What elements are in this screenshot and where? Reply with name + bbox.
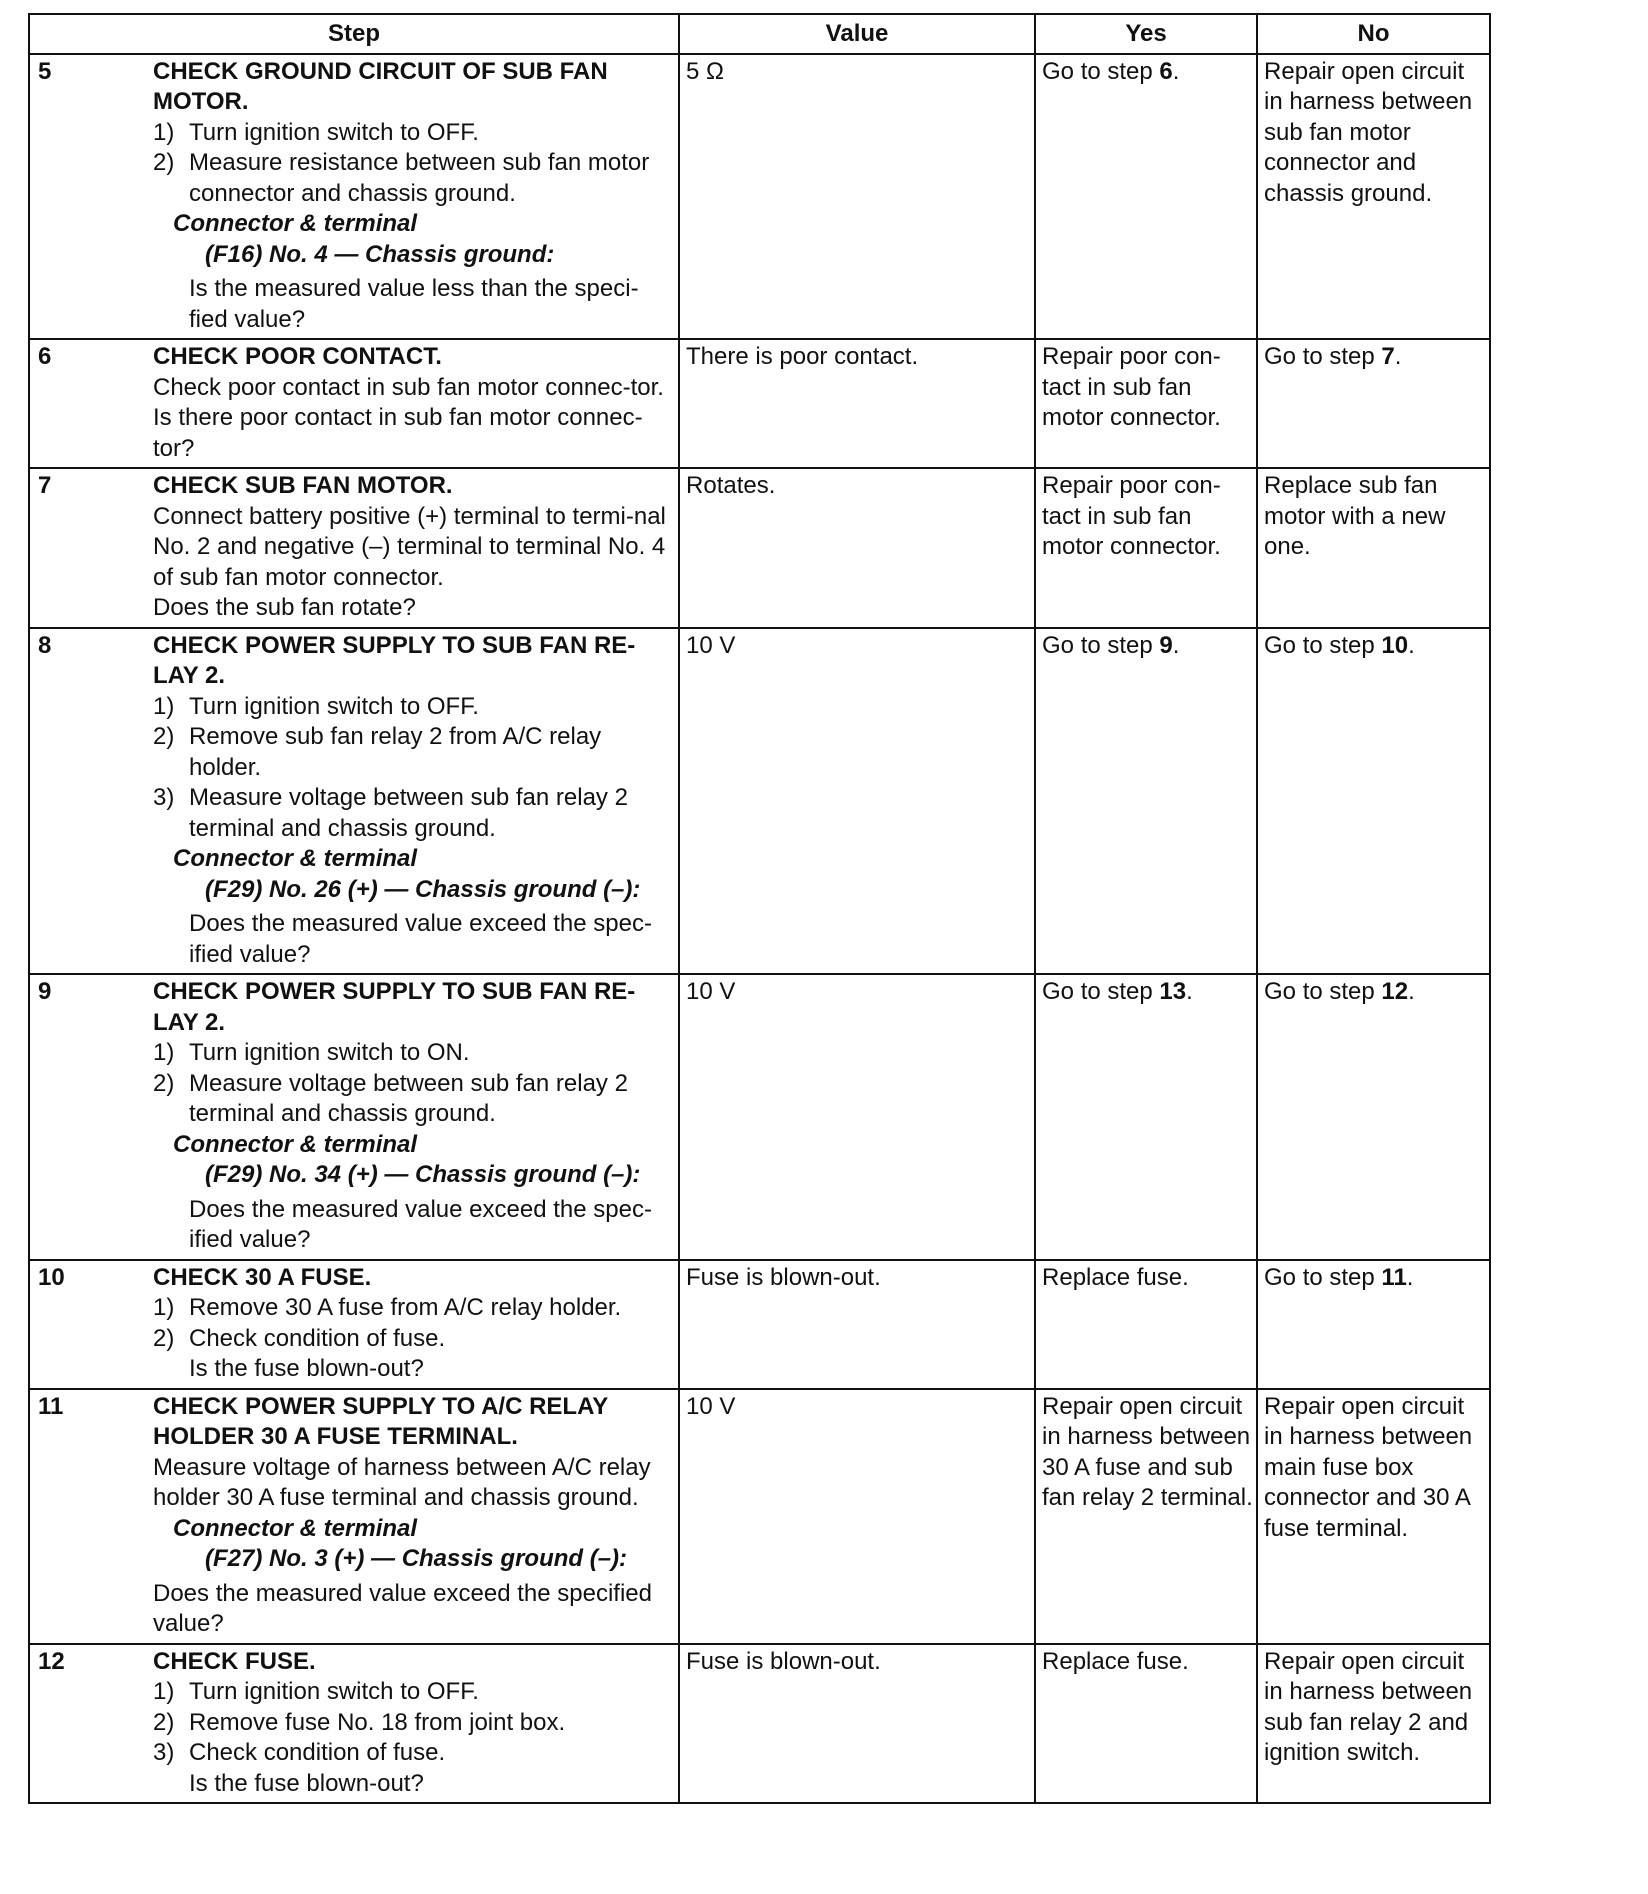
instruction-item — [153, 1677, 672, 1708]
instruction-text: Measure resistance between sub fan motor connector and chassis ground. — [189, 149, 650, 207]
instruction-item — [153, 118, 672, 149]
value-cell: 10 V — [679, 1389, 1035, 1644]
instruction-text: Measure voltage between sub fan relay 2 terminal and chassis ground. — [189, 1069, 628, 1127]
yes-cell — [1035, 628, 1257, 975]
yes-text: Repair poor con-tact in sub fan motor connector. — [1042, 343, 1221, 431]
instruction-item — [153, 1069, 672, 1130]
table-header-row — [29, 14, 1490, 54]
table-row — [29, 54, 1490, 340]
step-question: Is the measured value less than the speci-fied value? — [189, 275, 639, 333]
header-value: Value — [679, 14, 1035, 54]
instruction-item — [153, 722, 672, 783]
step-text: Check poor contact in sub fan motor connec-tor. — [153, 373, 664, 401]
connector-pins: (F29) No. 26 (+) — Chassis ground (–): — [205, 875, 641, 903]
step-number: 6 — [29, 339, 151, 468]
step-title: CHECK 30 A FUSE. — [153, 1263, 372, 1291]
instruction-item — [153, 692, 672, 723]
step-question: Is the fuse blown-out? — [189, 1769, 424, 1797]
value-cell: Fuse is blown-out. — [679, 1260, 1035, 1389]
yes-text: Repair poor con-tact in sub fan motor connector. — [1042, 472, 1221, 560]
instruction-number: 1) — [153, 118, 175, 146]
no-suffix: . — [1394, 343, 1402, 370]
instruction-text: Turn ignition switch to OFF. — [189, 1678, 479, 1705]
no-cell — [1257, 468, 1490, 628]
connector-label: Connector & terminal — [173, 845, 418, 872]
instruction-text: Remove sub fan relay 2 from A/C relay holder. — [189, 723, 602, 781]
instruction-item — [153, 1293, 672, 1324]
connector-pins: (F29) No. 34 (+) — Chassis ground (–): — [205, 1161, 641, 1188]
instruction-number: 1) — [153, 1678, 175, 1705]
instruction-item — [153, 1738, 672, 1769]
connector-label: Connector & terminal — [173, 210, 418, 237]
step-number: 7 — [29, 468, 151, 628]
yes-cell — [1035, 339, 1257, 468]
instruction-number: 1) — [153, 1039, 175, 1066]
yes-cell — [1035, 54, 1257, 340]
no-cell — [1257, 339, 1490, 468]
value-cell: 10 V — [679, 628, 1035, 975]
yes-cell — [1035, 1644, 1257, 1804]
instruction-item — [153, 783, 672, 844]
step-title: CHECK POOR CONTACT. — [153, 343, 442, 370]
instruction-number: 2) — [153, 1708, 175, 1736]
table-row — [29, 1260, 1490, 1389]
yes-cell — [1035, 1260, 1257, 1389]
table-row — [29, 974, 1490, 1260]
step-text: Measure voltage of harness between A/C relay holder 30 A fuse terminal and chassis ground. — [153, 1453, 651, 1511]
no-cell — [1257, 1389, 1490, 1644]
no-text: Go to step — [1264, 343, 1382, 370]
header-yes: Yes — [1035, 14, 1257, 54]
no-step-ref: 7 — [1381, 343, 1395, 370]
instruction-text: Remove fuse No. 18 from joint box. — [189, 1708, 566, 1736]
instruction-text: Check condition of fuse. — [189, 1324, 446, 1352]
instruction-item — [153, 1324, 672, 1355]
step-description — [151, 628, 679, 975]
yes-suffix: . — [1186, 978, 1193, 1005]
step-description — [151, 1260, 679, 1389]
instruction-text: Remove 30 A fuse from A/C relay holder. — [189, 1294, 622, 1321]
no-suffix: . — [1408, 631, 1415, 659]
step-title: CHECK GROUND CIRCUIT OF SUB FAN MOTOR. — [153, 57, 608, 115]
yes-step-ref: 6 — [1159, 57, 1173, 85]
instruction-text: Check condition of fuse. — [189, 1739, 446, 1766]
connector-pins: (F27) No. 3 (+) — Chassis ground (–): — [205, 1545, 628, 1572]
instruction-item — [153, 1708, 672, 1739]
step-description — [151, 54, 679, 340]
step-text: Connect battery positive (+) terminal to termi-nal No. 2 and negative (–) terminal to terminal No. 4 of sub fan motor connector. — [153, 502, 666, 591]
step-description — [151, 1644, 679, 1804]
instruction-text: Turn ignition switch to OFF. — [189, 692, 479, 720]
connector-label: Connector & terminal — [173, 1130, 418, 1158]
yes-step-ref: 13 — [1159, 978, 1187, 1005]
yes-text: Go to step — [1042, 631, 1160, 659]
value-cell: 5 Ω — [679, 54, 1035, 340]
instruction-item — [153, 1038, 672, 1069]
yes-text: Repair open circuit in harness between 30 A fuse and sub fan relay 2 terminal. — [1042, 1392, 1253, 1511]
no-cell — [1257, 628, 1490, 975]
step-number: 11 — [29, 1389, 151, 1644]
no-cell — [1257, 974, 1490, 1260]
no-step-ref: 12 — [1381, 978, 1409, 1005]
value-cell: 10 V — [679, 974, 1035, 1260]
instruction-number: 2) — [153, 149, 175, 176]
table-row — [29, 1644, 1490, 1804]
instruction-number: 3) — [153, 1739, 175, 1766]
table-row — [29, 628, 1490, 975]
step-title: CHECK FUSE. — [153, 1647, 316, 1675]
no-text: Repair open circuit in harness between sub fan relay 2 and ignition switch. — [1264, 1647, 1473, 1766]
step-title: CHECK SUB FAN MOTOR. — [153, 472, 453, 499]
yes-cell — [1035, 1389, 1257, 1644]
instruction-number: 2) — [153, 1069, 175, 1097]
diagnostic-procedure-table — [28, 13, 1491, 1804]
step-question: Does the measured value exceed the spec-ified value? — [189, 1195, 652, 1253]
step-question: Does the sub fan rotate? — [153, 594, 416, 621]
step-number: 8 — [29, 628, 151, 975]
yes-suffix: . — [1172, 57, 1180, 85]
instruction-text: Turn ignition switch to ON. — [189, 1039, 470, 1066]
step-title: CHECK POWER SUPPLY TO SUB FAN RE-LAY 2. — [153, 978, 636, 1036]
no-text: Repair open circuit in harness between sub fan motor connector and chassis ground. — [1264, 57, 1473, 207]
table-row — [29, 339, 1490, 468]
step-question: Does the measured value exceed the specified value? — [153, 1579, 652, 1637]
header-step: Step — [29, 14, 679, 54]
step-number: 5 — [29, 54, 151, 340]
instruction-number: 1) — [153, 692, 175, 720]
yes-text: Replace fuse. — [1042, 1647, 1189, 1675]
yes-cell — [1035, 974, 1257, 1260]
yes-suffix: . — [1172, 631, 1180, 659]
connector-pins: (F16) No. 4 — Chassis ground: — [205, 240, 555, 268]
no-text: Repair open circuit in harness between main fuse box connector and 30 A fuse terminal. — [1264, 1392, 1473, 1542]
yes-text: Replace fuse. — [1042, 1263, 1189, 1291]
value-cell: Rotates. — [679, 468, 1035, 628]
yes-step-ref: 9 — [1159, 631, 1173, 659]
yes-text: Go to step — [1042, 978, 1160, 1005]
no-text: Replace sub fan motor with a new one. — [1264, 472, 1446, 560]
value-cell: There is poor contact. — [679, 339, 1035, 468]
no-text: Go to step — [1264, 978, 1382, 1005]
step-question: Does the measured value exceed the spec-ified value? — [189, 910, 652, 968]
step-description — [151, 339, 679, 468]
value-cell: Fuse is blown-out. — [679, 1644, 1035, 1804]
yes-cell — [1035, 468, 1257, 628]
table-body — [29, 54, 1490, 1804]
instruction-text: Measure voltage between sub fan relay 2 terminal and chassis ground. — [189, 784, 628, 842]
step-number: 12 — [29, 1644, 151, 1804]
step-title: CHECK POWER SUPPLY TO A/C RELAY HOLDER 30 A FUSE TERMINAL. — [153, 1392, 608, 1450]
table-row — [29, 468, 1490, 628]
instruction-text: Turn ignition switch to OFF. — [189, 118, 479, 146]
header-no: No — [1257, 14, 1490, 54]
no-cell — [1257, 54, 1490, 340]
step-description — [151, 974, 679, 1260]
instruction-number: 3) — [153, 784, 175, 811]
no-text: Go to step — [1264, 631, 1382, 659]
instruction-number: 2) — [153, 723, 175, 750]
yes-text: Go to step — [1042, 57, 1160, 85]
step-number: 10 — [29, 1260, 151, 1389]
step-title: CHECK POWER SUPPLY TO SUB FAN RE-LAY 2. — [153, 631, 636, 689]
instruction-number: 1) — [153, 1294, 175, 1321]
no-cell — [1257, 1260, 1490, 1389]
step-question: Is there poor contact in sub fan motor connec-tor? — [153, 404, 643, 462]
step-description — [151, 1389, 679, 1644]
no-cell — [1257, 1644, 1490, 1804]
no-text: Go to step — [1264, 1263, 1382, 1291]
step-question: Is the fuse blown-out? — [189, 1355, 424, 1382]
step-number: 9 — [29, 974, 151, 1260]
instruction-number: 2) — [153, 1324, 175, 1352]
step-description — [151, 468, 679, 628]
table-row — [29, 1389, 1490, 1644]
connector-label: Connector & terminal — [173, 1514, 418, 1542]
no-suffix: . — [1406, 1263, 1414, 1291]
no-suffix: . — [1408, 978, 1415, 1005]
no-step-ref: 10 — [1381, 631, 1409, 659]
no-step-ref: 11 — [1381, 1263, 1407, 1291]
instruction-item — [153, 148, 672, 209]
